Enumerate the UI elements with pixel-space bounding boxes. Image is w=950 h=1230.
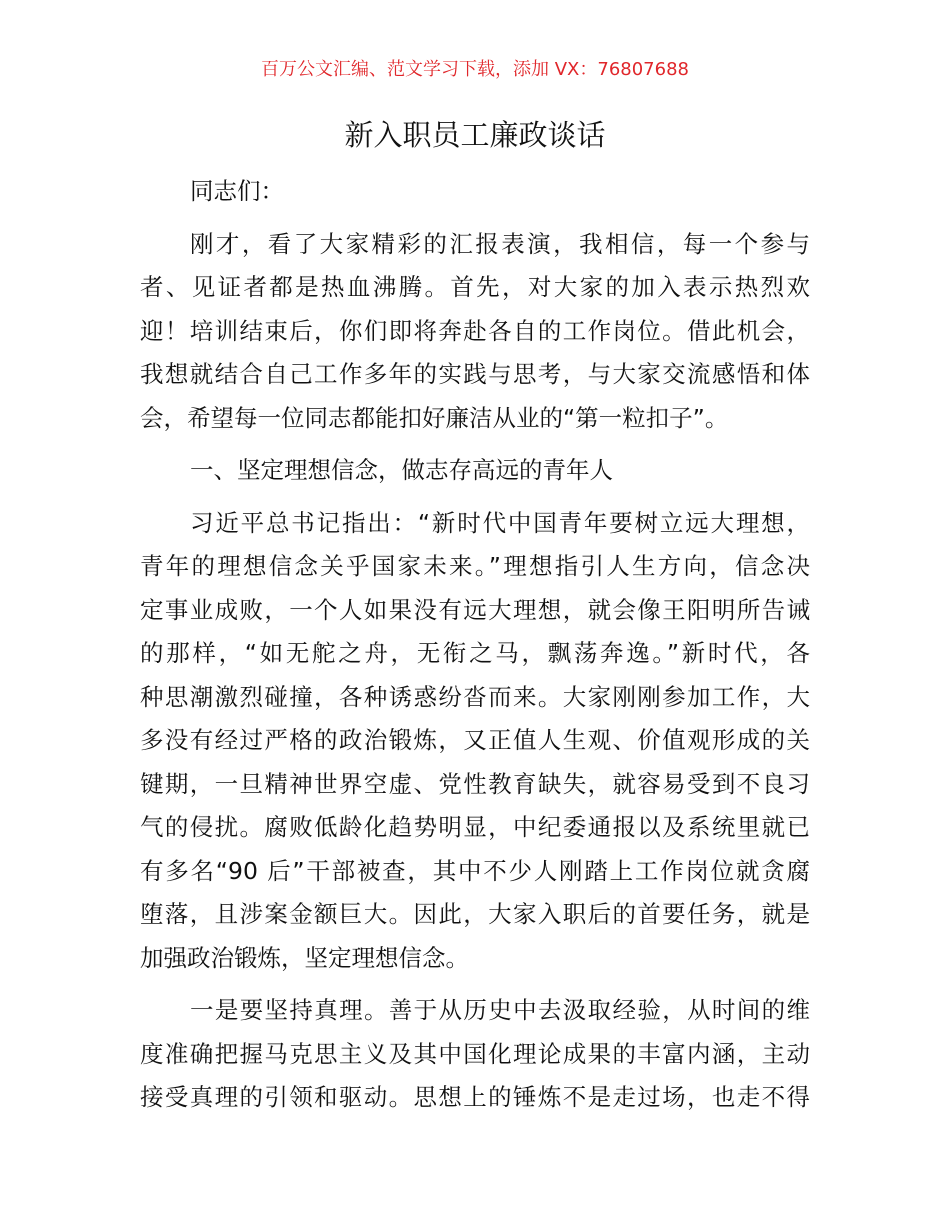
text-line: 刚才，看了大家精彩的汇报表演，我相信，每一个参与 bbox=[190, 229, 810, 258]
text-line: 我想就结合自己工作多年的实践与思考，与大家交流感悟和体 bbox=[140, 360, 810, 388]
watermark-header: 百万公文汇编、范文学习下载，添加 VX：76807688 bbox=[261, 59, 689, 80]
text-line: 堕落，且涉案金额巨大。因此，大家入职后的首要任务，就是 bbox=[140, 900, 810, 928]
text-line: 青年的理想信念关乎国家未来。”理想指引人生方向，信念决 bbox=[140, 552, 810, 580]
text-line: 有多名“90 后”干部被查，其中不少人刚踏上工作岗位就贪腐 bbox=[140, 856, 810, 885]
text-line: 加强政治锻炼，坚定理想信念。 bbox=[140, 943, 469, 972]
text-line: 定事业成败，一个人如果没有远大理想，就会像王阳明所告诫 bbox=[140, 595, 810, 624]
text-line: 者、见证者都是热血沸腾。首先，对大家的加入表示热烈欢 bbox=[140, 273, 810, 301]
paragraph bbox=[140, 223, 810, 441]
text-line: 度准确把握马克思主义及其中国化理论成果的丰富内涵，主动 bbox=[140, 1039, 810, 1068]
text-line: 会，希望每一位同志都能扣好廉洁从业的“第一粒扣子”。 bbox=[140, 403, 729, 432]
document-title: 新入职员工廉政谈话 bbox=[344, 118, 606, 152]
paragraph bbox=[140, 502, 810, 981]
section-heading bbox=[140, 449, 810, 493]
salutation bbox=[140, 170, 810, 214]
document-body bbox=[140, 170, 810, 1129]
paragraph bbox=[140, 989, 810, 1120]
text-line: 多没有经过严格的政治锻炼，又正值人生观、价值观形成的关 bbox=[140, 726, 810, 754]
text-line: 气的侵扰。腐败低龄化趋势明显，中纪委通报以及系统里就已 bbox=[140, 813, 810, 841]
text-line: 迎！培训结束后，你们即将奔赴各自的工作岗位。借此机会， bbox=[140, 316, 810, 345]
text-line: 种思潮激烈碰撞，各种诱惑纷沓而来。大家刚刚参加工作，大 bbox=[140, 682, 810, 711]
text-line: 一是要坚持真理。善于从历史中去汲取经验，从时间的维 bbox=[190, 996, 810, 1024]
text-line: 接受真理的引领和驱动。思想上的锤炼不是走过场，也走不得 bbox=[140, 1083, 810, 1111]
text-line: 键期，一旦精神世界空虚、党性教育缺失，就容易受到不良习 bbox=[140, 769, 810, 798]
text-line: 的那样，“如无舵之舟，无衔之马，飘荡奔逸。”新时代，各 bbox=[140, 639, 810, 667]
text-line: 习近平总书记指出：“新时代中国青年要树立远大理想， bbox=[190, 508, 810, 537]
text-line: 一、坚定理想信念，做志存高远的青年人 bbox=[190, 456, 613, 484]
text-line: 同志们： bbox=[190, 177, 284, 205]
